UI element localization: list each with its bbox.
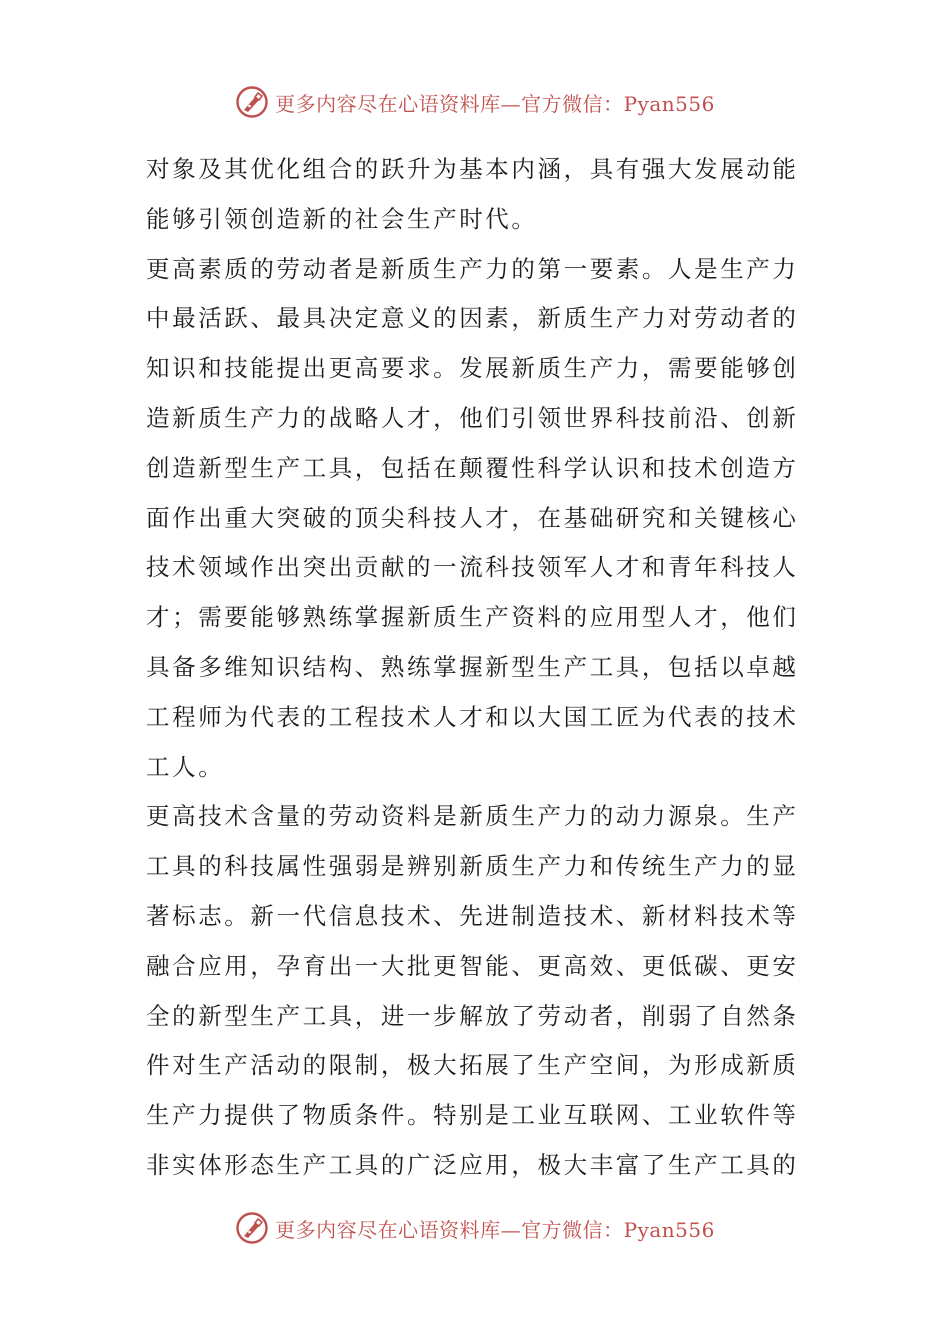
- text-line: 更高技术含量的劳动资料是新质生产力的动力源泉。生产: [146, 802, 799, 831]
- text-line: 知识和技能提出更高要求。发展新质生产力，需要能够创: [146, 354, 799, 383]
- text-line: 更高素质的劳动者是新质生产力的第一要素。人是生产力: [146, 254, 799, 283]
- text-line: 工程师为代表的工程技术人才和以大国工匠为代表的技术: [146, 702, 799, 731]
- header-banner-text: 更多内容尽在心语资料库—官方微信：Pyan556: [275, 91, 715, 116]
- text-line: 中最活跃、最具决定意义的因素，新质生产力对劳动者的: [146, 304, 799, 333]
- text-line: 造新质生产力的战略人才，他们引领世界科技前沿、创新: [146, 403, 799, 432]
- text-line: 非实体形态生产工具的广泛应用，极大丰富了生产工具的: [146, 1150, 799, 1179]
- text-line: 具备多维知识结构、熟练掌握新型生产工具，包括以卓越: [146, 652, 799, 681]
- text-line: 面作出重大突破的顶尖科技人才，在基础研究和关键核心: [146, 503, 799, 532]
- pen-nib-logo-icon: [235, 85, 269, 119]
- document-body: [146, 145, 808, 1191]
- header-banner: [0, 82, 950, 122]
- text-line: 才；需要能够熟练掌握新质生产资料的应用型人才，他们: [146, 603, 799, 632]
- text-line: 技术领域作出突出贡献的一流科技领军人才和青年科技人: [146, 553, 799, 582]
- footer-banner: [0, 1208, 950, 1248]
- pen-nib-logo-icon: [235, 1211, 269, 1245]
- text-line: 对象及其优化组合的跃升为基本内涵，具有强大发展动能: [146, 155, 799, 183]
- text-line: 创造新型生产工具，包括在颠覆性科学认识和技术创造方: [146, 453, 799, 482]
- text-line: 融合应用，孕育出一大批更智能、更高效、更低碳、更安: [146, 951, 799, 980]
- footer-banner-text: 更多内容尽在心语资料库—官方微信：Pyan556: [275, 1217, 715, 1242]
- text-line: 工人。: [146, 752, 225, 781]
- text-line: 工具的科技属性强弱是辨别新质生产力和传统生产力的显: [146, 852, 799, 881]
- text-line: 件对生产活动的限制，极大拓展了生产空间，为形成新质: [146, 1051, 799, 1080]
- text-line: 全的新型生产工具，进一步解放了劳动者，削弱了自然条: [146, 1001, 799, 1030]
- text-line: 著标志。新一代信息技术、先进制造技术、新材料技术等: [146, 901, 799, 930]
- text-line: 生产力提供了物质条件。特别是工业互联网、工业软件等: [146, 1101, 799, 1130]
- text-line: 能够引领创造新的社会生产时代。: [146, 204, 538, 233]
